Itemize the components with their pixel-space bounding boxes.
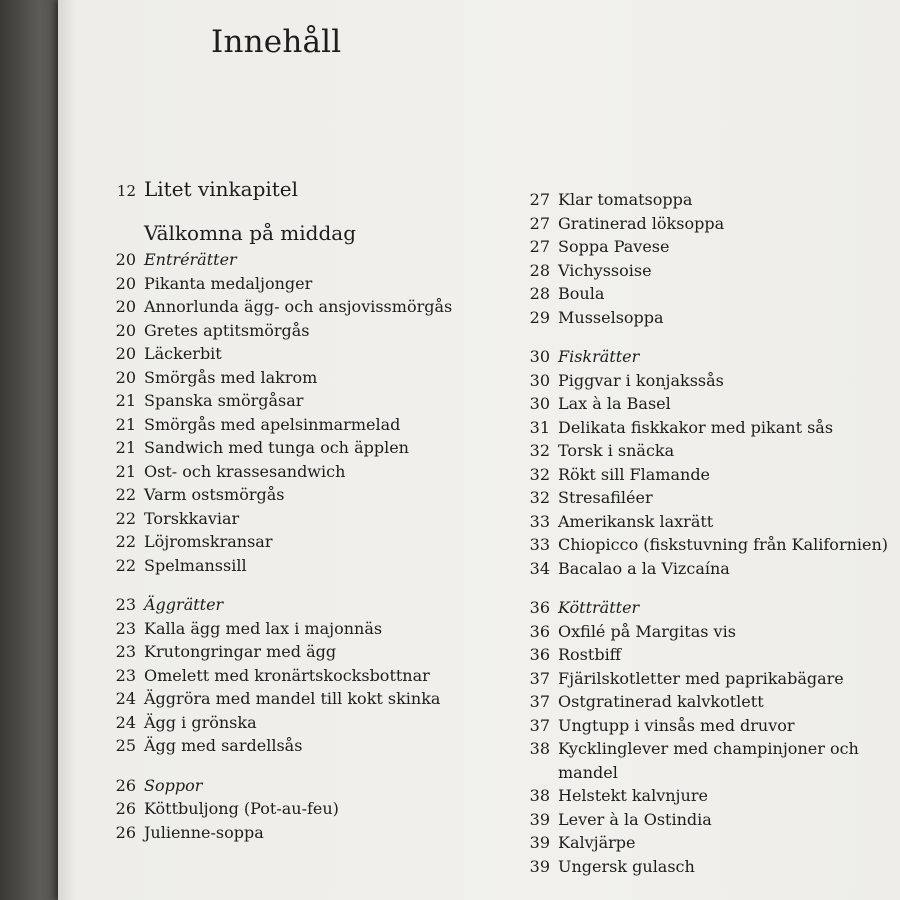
toc-page-number: 22 xyxy=(115,532,136,551)
toc-entry xyxy=(100,342,460,366)
toc-page-number: 31 xyxy=(529,417,550,437)
toc-entry xyxy=(512,808,892,832)
toc-entry xyxy=(100,507,460,531)
toc-entry xyxy=(100,218,460,248)
toc-page-number: 27 xyxy=(529,237,550,256)
toc-left-column xyxy=(100,174,460,844)
toc-page-number: 26 xyxy=(115,775,136,795)
toc-page-number: 23 xyxy=(115,595,136,614)
toc-page-number: 25 xyxy=(115,736,136,755)
toc-page-number: 26 xyxy=(115,799,136,818)
toc-entry-title: Piggvar i konjakssås xyxy=(558,370,724,390)
toc-section-title: Äggrätter xyxy=(144,595,224,614)
toc-entry-title: Ungtupp i vinsås med druvor xyxy=(558,715,795,735)
toc-page-number: 27 xyxy=(529,213,550,233)
toc-entry xyxy=(100,319,460,343)
toc-page-number: 32 xyxy=(529,441,550,460)
toc-entry-title: Lever à la Ostindia xyxy=(558,809,712,829)
toc-page-number: 37 xyxy=(529,715,550,735)
toc-page-number: 27 xyxy=(529,190,550,209)
toc-entry xyxy=(512,620,892,644)
toc-entry xyxy=(512,533,892,557)
toc-chapter-heading: Välkomna på middag xyxy=(144,221,356,245)
toc-entry-title: Litet vinkapitel xyxy=(144,177,299,201)
toc-entry xyxy=(512,737,892,784)
toc-entry xyxy=(512,831,892,855)
toc-entry xyxy=(512,439,892,463)
toc-entry-title: Smörgås med apelsinmarmelad xyxy=(144,414,401,434)
toc-page-number: 22 xyxy=(115,485,136,504)
toc-entry xyxy=(100,460,460,484)
toc-entry-title: Stresafiléer xyxy=(558,488,653,507)
toc-page-number: 21 xyxy=(115,414,136,434)
toc-entry-title: Rostbiff xyxy=(558,645,622,664)
toc-entry xyxy=(100,413,460,437)
toc-entry-title: Äggröra med mandel till kokt skinka xyxy=(144,689,441,708)
toc-page-number: 21 xyxy=(115,438,136,457)
toc-page-number: 37 xyxy=(529,692,550,711)
toc-entry-title: Varm ostsmörgås xyxy=(144,485,285,504)
toc-page-number: 23 xyxy=(115,665,136,685)
toc-entry xyxy=(512,463,892,487)
toc-entry xyxy=(100,664,460,688)
toc-entry-title: Lax à la Basel xyxy=(558,394,671,413)
toc-page-number: 23 xyxy=(115,642,136,661)
toc-entry-title: Julienne-soppa xyxy=(144,822,264,842)
toc-page-number: 30 xyxy=(529,347,550,366)
toc-entry-title: Amerikansk laxrätt xyxy=(558,511,714,531)
toc-entry xyxy=(512,596,892,620)
toc-section-title: Entrérätter xyxy=(144,250,237,269)
toc-entry xyxy=(512,282,892,306)
toc-entry xyxy=(100,366,460,390)
toc-entry-title: Annorlunda ägg- och ansjovissmörgås xyxy=(144,297,453,316)
toc-page-number: 24 xyxy=(115,689,136,708)
toc-entry xyxy=(512,784,892,808)
toc-entry xyxy=(512,510,892,534)
toc-entry xyxy=(512,235,892,259)
toc-entry-title: Delikata fiskkakor med pikant sås xyxy=(558,417,834,437)
toc-page-number: 28 xyxy=(529,284,550,303)
toc-entry-title: Ägg med sardellsås xyxy=(144,736,303,755)
toc-entry xyxy=(100,711,460,735)
toc-entry-title: Ost- och krassesandwich xyxy=(144,461,346,481)
toc-page-number: 39 xyxy=(529,809,550,829)
toc-entry-title: Ägg i grönska xyxy=(144,712,257,732)
page-title: Innehåll xyxy=(211,24,342,60)
toc-page-number: 38 xyxy=(529,786,550,805)
toc-entry xyxy=(512,486,892,510)
toc-page-number: 36 xyxy=(529,645,550,664)
toc-entry xyxy=(512,557,892,581)
toc-entry xyxy=(100,248,460,272)
toc-entry-title: Torskkaviar xyxy=(144,508,240,528)
toc-entry-title: Vichyssoise xyxy=(558,260,652,280)
toc-entry xyxy=(100,593,460,617)
toc-right-column xyxy=(512,188,892,878)
toc-entry xyxy=(100,272,460,296)
toc-entry-title: Omelett med kronärtskocksbottnar xyxy=(144,665,430,685)
toc-page-number: 20 xyxy=(115,320,136,340)
toc-entry xyxy=(512,855,892,879)
toc-entry xyxy=(100,821,460,845)
toc-entry xyxy=(100,774,460,798)
toc-entry xyxy=(512,188,892,212)
toc-entry-title: Spelmanssill xyxy=(144,555,247,575)
toc-entry-title: Fjärilskotletter med paprikabägare xyxy=(558,668,844,688)
toc-entry xyxy=(100,640,460,664)
toc-page-number: 30 xyxy=(529,370,550,390)
toc-entry xyxy=(100,483,460,507)
toc-entry-title: Kycklinglever med champinjoner och mandel xyxy=(558,739,859,782)
toc-entry-title: Spanska smörgåsar xyxy=(144,391,304,410)
toc-entry xyxy=(100,295,460,319)
toc-page-number: 39 xyxy=(529,833,550,852)
toc-page-number: 39 xyxy=(529,856,550,876)
toc-entry-title: Chiopicco (fiskstuvning från Kalifornien) xyxy=(558,535,889,554)
toc-entry-title: Kalla ägg med lax i majonnäs xyxy=(144,618,383,638)
toc-entry-title: Ungersk gulasch xyxy=(558,856,695,876)
toc-entry-title: Helstekt kalvnjure xyxy=(558,786,708,805)
toc-page-number: 20 xyxy=(115,250,136,269)
toc-page-number: 33 xyxy=(529,535,550,554)
toc-entry-title: Köttbuljong (Pot-au-feu) xyxy=(144,799,339,818)
toc-page-number: 33 xyxy=(529,511,550,531)
toc-entry-title: Löjromskransar xyxy=(144,532,273,551)
toc-entry xyxy=(512,667,892,691)
toc-page-number: 22 xyxy=(115,508,136,528)
toc-entry-title: Smörgås med lakrom xyxy=(144,367,318,387)
toc-page-number: 32 xyxy=(529,488,550,507)
toc-page-number: 26 xyxy=(115,822,136,842)
toc-entry xyxy=(512,690,892,714)
toc-entry-title: Sandwich med tunga och äpplen xyxy=(144,438,409,457)
toc-section-title: Fiskrätter xyxy=(558,347,640,366)
toc-entry xyxy=(100,554,460,578)
toc-entry xyxy=(512,392,892,416)
toc-entry-title: Klar tomatsoppa xyxy=(558,190,693,209)
toc-section-title: Kötträtter xyxy=(558,598,640,617)
toc-page-number: 20 xyxy=(115,367,136,387)
toc-page-number: 30 xyxy=(529,394,550,413)
toc-entry-title: Ostgratinerad kalvkotlett xyxy=(558,692,764,711)
toc-entry xyxy=(100,436,460,460)
toc-entry xyxy=(100,617,460,641)
toc-entry-title: Gretes aptitsmörgås xyxy=(144,320,310,340)
toc-page-number: 21 xyxy=(115,461,136,481)
toc-entry xyxy=(512,643,892,667)
toc-page-number: 24 xyxy=(115,712,136,732)
toc-entry-title: Gratinerad löksoppa xyxy=(558,213,725,233)
toc-entry-title: Krutongringar med ägg xyxy=(144,642,337,661)
toc-page-number: 23 xyxy=(115,618,136,638)
toc-page-number: 12 xyxy=(116,182,136,200)
toc-page-number: 20 xyxy=(115,297,136,316)
toc-entry-title: Musselsoppa xyxy=(558,307,664,327)
toc-entry xyxy=(512,259,892,283)
toc-entry xyxy=(512,416,892,440)
toc-entry xyxy=(512,369,892,393)
toc-section-title: Soppor xyxy=(144,775,203,795)
toc-entry xyxy=(512,306,892,330)
toc-entry xyxy=(512,714,892,738)
toc-entry xyxy=(512,212,892,236)
toc-page-number: 20 xyxy=(115,344,136,363)
toc-page-number: 36 xyxy=(529,598,550,617)
toc-page-number: 22 xyxy=(115,555,136,575)
toc-entry xyxy=(100,797,460,821)
toc-page-number: 37 xyxy=(529,668,550,688)
toc-entry-title: Torsk i snäcka xyxy=(558,441,675,460)
toc-entry xyxy=(100,734,460,758)
toc-entry-title: Bacalao a la Vizcaína xyxy=(558,558,730,578)
toc-entry-title: Läckerbit xyxy=(144,344,222,363)
toc-page-number: 20 xyxy=(115,273,136,293)
toc-page-number: 32 xyxy=(529,464,550,484)
toc-entry xyxy=(100,530,460,554)
toc-entry xyxy=(512,345,892,369)
toc-entry xyxy=(100,687,460,711)
toc-page-number: 21 xyxy=(115,391,136,410)
toc-entry-title: Soppa Pavese xyxy=(558,237,670,256)
toc-page-number: 34 xyxy=(529,558,550,578)
toc-page-number: 29 xyxy=(529,307,550,327)
toc-page-number: 28 xyxy=(529,260,550,280)
toc-page-number: 36 xyxy=(529,621,550,641)
toc-entry-title: Boula xyxy=(558,284,605,303)
toc-entry xyxy=(100,174,460,206)
toc-entry-title: Pikanta medaljonger xyxy=(144,273,313,293)
toc-entry-title: Rökt sill Flamande xyxy=(558,464,711,484)
toc-page-number: 38 xyxy=(529,739,550,758)
toc-entry xyxy=(100,389,460,413)
toc-entry-title: Kalvjärpe xyxy=(558,833,636,852)
toc-entry-title: Oxfilé på Margitas vis xyxy=(558,621,736,641)
